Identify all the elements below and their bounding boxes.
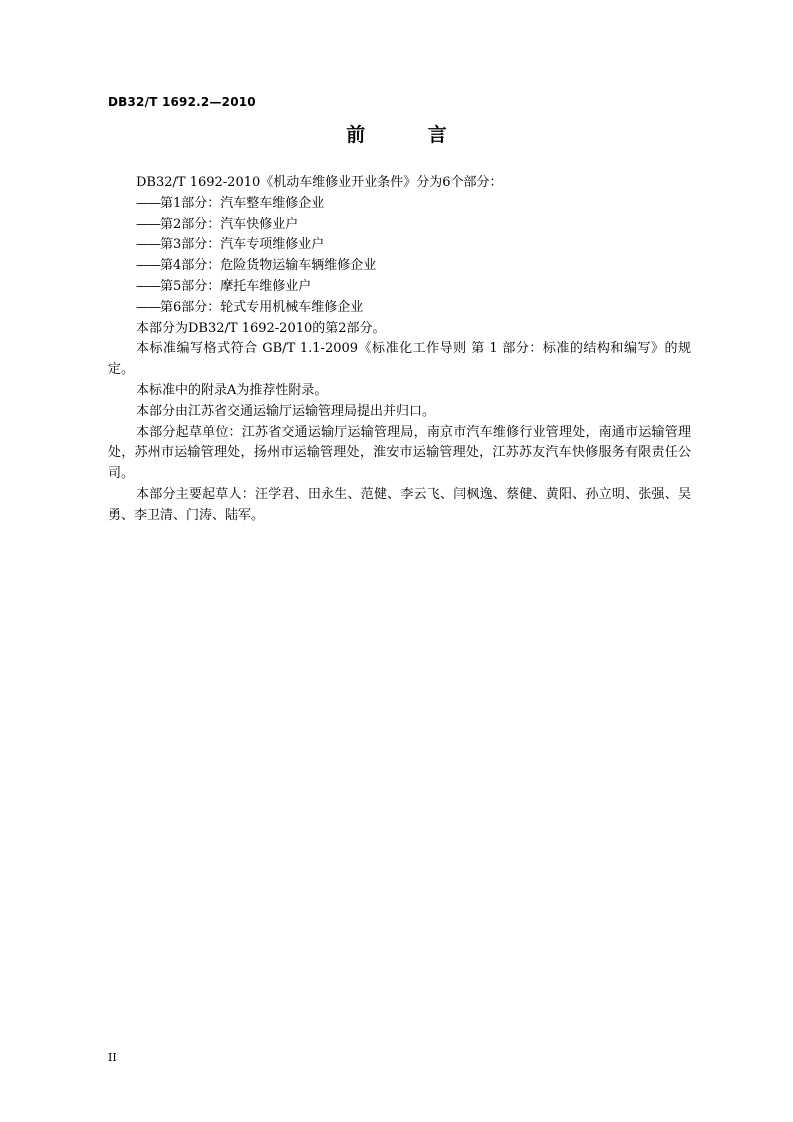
foreword-body [108, 173, 691, 527]
list-item [108, 235, 691, 256]
list-dash: —— [136, 258, 160, 274]
list-item [108, 298, 691, 319]
paragraph: 本标准编写格式符合 GB/T 1.1-2009《标准化工作导则 第 1 部分：标准的结构和编写》的规定。 [108, 341, 691, 378]
paragraph: 本部分起草单位：江苏省交通运输厅运输管理局，南京市汽车维修行业管理处，南通市运输管理处，苏州市运输管理处，扬州市运输管理处，淮安市运输管理处，江苏苏友汽车快修服务有限责任公司。 [108, 424, 691, 482]
paragraph: 本部分主要起草人：汪学君、田永生、范健、李云飞、闫枫逸、蔡健、黄阳、孙立明、张强、吴勇、李卫清、门涛、陆军。 [108, 486, 691, 523]
list-item-text: 第3部分：汽车专项维修业户 [160, 237, 325, 253]
list-item [108, 215, 691, 236]
list-dash: —— [136, 237, 160, 253]
document-code: DB32/T 1692.2—2010 [108, 95, 256, 109]
list-item-text: 第5部分：摩托车维修业户 [160, 278, 312, 294]
paragraph: 本标准中的附录A为推荐性附录。 [136, 382, 328, 398]
paragraph: 本部分为DB32/T 1692-2010的第2部分。 [136, 320, 386, 336]
page-number: II [108, 1051, 117, 1064]
list-dash: —— [136, 278, 160, 294]
list-item-text: 第1部分：汽车整车维修企业 [160, 195, 325, 211]
list-item-text: 第4部分：危险货物运输车辆维修企业 [160, 258, 377, 274]
list-item [108, 277, 691, 298]
list-item-text: 第2部分：汽车快修业户 [160, 216, 299, 232]
list-item [108, 256, 691, 277]
list-item [108, 194, 691, 215]
intro-paragraph: DB32/T 1692-2010《机动车维修业开业条件》分为6个部分： [136, 175, 503, 190]
page-title: 前 言 [346, 124, 475, 146]
paragraph: 本部分由江苏省交通运输厅运输管理局提出并归口。 [136, 403, 436, 419]
list-dash: —— [136, 299, 160, 315]
list-dash: —— [136, 195, 160, 211]
list-dash: —— [136, 216, 160, 232]
list-item-text: 第6部分：轮式专用机械车维修企业 [160, 299, 364, 315]
